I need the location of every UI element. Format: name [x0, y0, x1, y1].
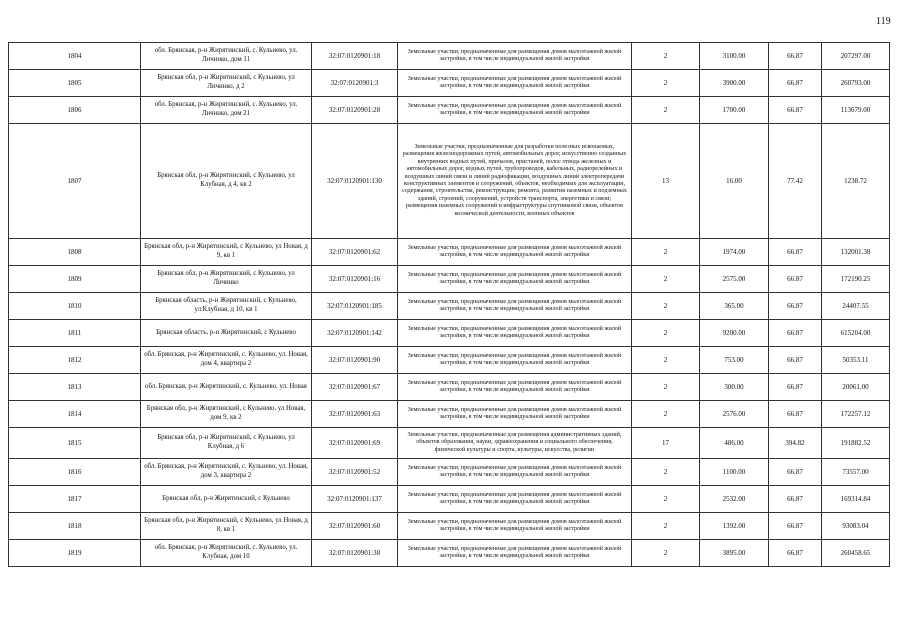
address-cell: Брянская обл, р-н Жирятинский, с Кульнево, ул Новая, д 8, кв 1 — [141, 513, 312, 540]
group-code-cell: 2 — [632, 266, 700, 293]
cadastral-number-cell: 32:07:0120901:52 — [312, 459, 398, 486]
address-cell: Брянская обл, р-н Жирятинский, с Кульнево, ул Личинко, д 2 — [141, 70, 312, 97]
group-code-cell: 2 — [632, 293, 700, 320]
group-code-cell: 2 — [632, 320, 700, 347]
area-cell: 3895.00 — [700, 540, 769, 567]
cadastral-value-cell: 93083.04 — [822, 513, 890, 540]
cadastral-number-cell: 32:07:0120901:28 — [312, 97, 398, 124]
table-row — [9, 486, 890, 513]
table-row — [9, 266, 890, 293]
area-cell: 365.00 — [700, 293, 769, 320]
group-code-cell: 2 — [632, 97, 700, 124]
cadastral-value-cell: 191882.52 — [822, 428, 890, 459]
table-row — [9, 239, 890, 266]
row-number-cell: 1806 — [9, 97, 141, 124]
table-row — [9, 97, 890, 124]
land-use-cell: Земельные участки, предназначенные для размещения домов малоэтажной жилой застройки, в том числе индивидуальной жилой застройки — [398, 347, 632, 374]
table-row — [9, 347, 890, 374]
cadastral-number-cell: 32:07:0120901:185 — [312, 293, 398, 320]
cadastral-value-cell: 260458.65 — [822, 540, 890, 567]
group-code-cell: 2 — [632, 486, 700, 513]
address-cell: обл. Брянская, р-н Жирятинский, с. Кульнево, ул. Личинко, дом 11 — [141, 43, 312, 70]
area-cell: 300.00 — [700, 374, 769, 401]
row-number-cell: 1816 — [9, 459, 141, 486]
cadastral-value-cell: 260793.00 — [822, 70, 890, 97]
specific-value-cell: 394.82 — [769, 428, 822, 459]
group-code-cell: 2 — [632, 347, 700, 374]
table-row — [9, 428, 890, 459]
land-use-cell: Земельные участки, предназначенные для размещения домов малоэтажной жилой застройки, в том числе индивидуальной жилой застройки — [398, 43, 632, 70]
row-number-cell: 1812 — [9, 347, 141, 374]
address-cell: обл. Брянская, р-н Жирятинский, с. Кульнево, ул. Новая, дом 4, квартира 2 — [141, 347, 312, 374]
specific-value-cell: 77.42 — [769, 124, 822, 239]
specific-value-cell: 66.87 — [769, 347, 822, 374]
address-cell: обл. Брянская, р-н Жирятинский, с. Кульнево, ул. Новая — [141, 374, 312, 401]
row-number-cell: 1810 — [9, 293, 141, 320]
specific-value-cell: 66.87 — [769, 374, 822, 401]
cadastral-value-cell: 172257.12 — [822, 401, 890, 428]
land-use-cell: Земельные участки, предназначенные для размещения домов малоэтажной жилой застройки, в том числе индивидуальной жилой застройки — [398, 459, 632, 486]
cadastral-value-cell: 50353.11 — [822, 347, 890, 374]
cadastral-value-cell: 169314.84 — [822, 486, 890, 513]
cadastral-value-cell: 1238.72 — [822, 124, 890, 239]
cadastral-value-cell: 24407.55 — [822, 293, 890, 320]
specific-value-cell: 66.87 — [769, 513, 822, 540]
cadastral-number-cell: 32:07:0120901:38 — [312, 540, 398, 567]
specific-value-cell: 66.87 — [769, 43, 822, 70]
cadastral-value-table — [8, 42, 890, 567]
area-cell: 9200.00 — [700, 320, 769, 347]
row-number-cell: 1808 — [9, 239, 141, 266]
address-cell: обл. Брянская, р-н Жирятинский, с. Кульнево, ул. Клубная, дом 10 — [141, 540, 312, 567]
cadastral-value-cell: 113679.00 — [822, 97, 890, 124]
area-cell: 3900.00 — [700, 70, 769, 97]
land-use-cell: Земельные участки, предназначенные для размещения домов малоэтажной жилой застройки, в том числе индивидуальной жилой застройки — [398, 266, 632, 293]
area-cell: 2575.00 — [700, 266, 769, 293]
table-row — [9, 43, 890, 70]
table-row — [9, 513, 890, 540]
group-code-cell: 2 — [632, 459, 700, 486]
land-use-cell: Земельные участки, предназначенные для размещения домов малоэтажной жилой застройки, в том числе индивидуальной жилой застройки — [398, 513, 632, 540]
row-number-cell: 1809 — [9, 266, 141, 293]
land-use-cell: Земельные участки, предназначенные для размещения домов малоэтажной жилой застройки, в том числе индивидуальной жилой застройки — [398, 320, 632, 347]
table-row — [9, 320, 890, 347]
specific-value-cell: 66.87 — [769, 70, 822, 97]
address-cell: обл. Брянская, р-н Жирятинский, с. Кульнево, ул. Новая, дом 3, квартира 2 — [141, 459, 312, 486]
row-number-cell: 1804 — [9, 43, 141, 70]
cadastral-number-cell: 32:07:0120901:130 — [312, 124, 398, 239]
table-body — [9, 43, 890, 567]
cadastral-number-cell: 32:07:0120901:63 — [312, 401, 398, 428]
cadastral-value-cell: 615204.00 — [822, 320, 890, 347]
address-cell: Брянская обл, р-н Жирятинский, с Кульнево, ул Новая, д 9, кв 1 — [141, 239, 312, 266]
group-code-cell: 13 — [632, 124, 700, 239]
specific-value-cell: 66.87 — [769, 459, 822, 486]
land-use-cell: Земельные участки, предназначенные для размещения домов малоэтажной жилой застройки, в том числе индивидуальной жилой застройки — [398, 540, 632, 567]
cadastral-number-cell: 32:07:0120901:62 — [312, 239, 398, 266]
cadastral-number-cell: 32:07:0120901:69 — [312, 428, 398, 459]
row-number-cell: 1815 — [9, 428, 141, 459]
specific-value-cell: 66.87 — [769, 266, 822, 293]
land-use-cell: Земельные участки, предназначенные для размещения домов малоэтажной жилой застройки, в том числе индивидуальной жилой застройки — [398, 97, 632, 124]
group-code-cell: 2 — [632, 540, 700, 567]
cadastral-number-cell: 32:07:0120901:18 — [312, 43, 398, 70]
area-cell: 486.00 — [700, 428, 769, 459]
table-row — [9, 401, 890, 428]
row-number-cell: 1805 — [9, 70, 141, 97]
cadastral-number-cell: 32:07:0120901:90 — [312, 347, 398, 374]
row-number-cell: 1813 — [9, 374, 141, 401]
area-cell: 2576.00 — [700, 401, 769, 428]
cadastral-value-cell: 20061.00 — [822, 374, 890, 401]
cadastral-number-cell: 32:07:0120901:3 — [312, 70, 398, 97]
land-use-cell: Земельные участки, предназначенные для разработки полезных ископаемых, размещения железнодорожных путей, автомобильных дорог, искусственно созданных внутренних водных путей, причалов, пристаней, полос отвода железных и автомобильных дорог, водных путей, трубопроводов, кабельных, радиорелейных и воздушных линий связи и линий радиофикации, воздушных линий электропередачи конструктивных элементов и сооружений, объектов, необходимых для эксплуатации, содержания, строительства, реконструкции, ремонта, развития наземных и подземных зданий, строений, сооружений, устройств транспорта, энергетики и связи; размещения наземных сооружений и инфраструктуры спутниковой связи, объектов космической деятельности, военных объектов — [398, 124, 632, 239]
row-number-cell: 1819 — [9, 540, 141, 567]
row-number-cell: 1814 — [9, 401, 141, 428]
cadastral-number-cell: 32:07:0120901:16 — [312, 266, 398, 293]
group-code-cell: 2 — [632, 374, 700, 401]
address-cell: Брянская область, р-н Жирятинский, с Кульнево, ул.Клубная, д 10, кв 1 — [141, 293, 312, 320]
group-code-cell: 2 — [632, 239, 700, 266]
address-cell: Брянская обл, р-н Жирятинский, с Кульнево, ул Новая, дом 9, кв 2 — [141, 401, 312, 428]
table-row — [9, 459, 890, 486]
cadastral-number-cell: 32:07:0120901:60 — [312, 513, 398, 540]
address-cell: Брянская обл, р-н Жирятинский, с Кульнево, ул Личинко — [141, 266, 312, 293]
row-number-cell: 1811 — [9, 320, 141, 347]
cadastral-value-cell: 132001.38 — [822, 239, 890, 266]
page-number: 119 — [876, 16, 891, 27]
group-code-cell: 2 — [632, 43, 700, 70]
cadastral-number-cell: 32:07:0120901:142 — [312, 320, 398, 347]
row-number-cell: 1807 — [9, 124, 141, 239]
address-cell: обл. Брянская, р-н Жирятинский, с. Кульнево, ул. Личинко, дом 21 — [141, 97, 312, 124]
cadastral-number-cell: 32:07:0120901:137 — [312, 486, 398, 513]
table-row — [9, 124, 890, 239]
table-row — [9, 70, 890, 97]
area-cell: 16.00 — [700, 124, 769, 239]
land-use-cell: Земельные участки, предназначенные для размещения административных зданий, объектов образования, науки, здравоохранения и социального обеспечения, физической культуры и спорта, культуры, искусства, религии — [398, 428, 632, 459]
area-cell: 3100.00 — [700, 43, 769, 70]
address-cell: Брянская обл, р-н Жирятинский, с Кульнево, ул Клубная, д 6 — [141, 428, 312, 459]
group-code-cell: 2 — [632, 401, 700, 428]
table-row — [9, 374, 890, 401]
cadastral-number-cell: 32:07:0120901:67 — [312, 374, 398, 401]
land-use-cell: Земельные участки, предназначенные для размещения домов малоэтажной жилой застройки, в том числе индивидуальной жилой застройки — [398, 401, 632, 428]
specific-value-cell: 66.87 — [769, 293, 822, 320]
table-row — [9, 540, 890, 567]
group-code-cell: 2 — [632, 70, 700, 97]
specific-value-cell: 66.87 — [769, 239, 822, 266]
specific-value-cell: 66.87 — [769, 401, 822, 428]
row-number-cell: 1817 — [9, 486, 141, 513]
specific-value-cell: 66.87 — [769, 486, 822, 513]
group-code-cell: 17 — [632, 428, 700, 459]
area-cell: 1392.00 — [700, 513, 769, 540]
specific-value-cell: 66.87 — [769, 540, 822, 567]
cadastral-value-cell: 172190.25 — [822, 266, 890, 293]
area-cell: 1100.00 — [700, 459, 769, 486]
land-use-cell: Земельные участки, предназначенные для размещения домов малоэтажной жилой застройки, в том числе индивидуальной жилой застройки — [398, 239, 632, 266]
land-use-cell: Земельные участки, предназначенные для размещения домов малоэтажной жилой застройки, в том числе индивидуальной жилой застройки — [398, 374, 632, 401]
area-cell: 1700.00 — [700, 97, 769, 124]
cadastral-value-cell: 207297.00 — [822, 43, 890, 70]
land-use-cell: Земельные участки, предназначенные для размещения домов малоэтажной жилой застройки, в том числе индивидуальной жилой застройки — [398, 70, 632, 97]
specific-value-cell: 66.87 — [769, 320, 822, 347]
row-number-cell: 1818 — [9, 513, 141, 540]
table-row — [9, 293, 890, 320]
address-cell: Брянская область, р-н Жирятинский, с Кульнево — [141, 320, 312, 347]
area-cell: 753.00 — [700, 347, 769, 374]
group-code-cell: 2 — [632, 513, 700, 540]
cadastral-value-cell: 73557.00 — [822, 459, 890, 486]
address-cell: Брянская обл, р-н Жирятинский, с Кульнево, ул Клубная, д 4, кв 2 — [141, 124, 312, 239]
address-cell: Брянская обл, р-н Жирятинский, с Кульнево — [141, 486, 312, 513]
area-cell: 2532.00 — [700, 486, 769, 513]
area-cell: 1974.00 — [700, 239, 769, 266]
land-use-cell: Земельные участки, предназначенные для размещения домов малоэтажной жилой застройки, в том числе индивидуальной жилой застройки — [398, 486, 632, 513]
specific-value-cell: 66.87 — [769, 97, 822, 124]
land-use-cell: Земельные участки, предназначенные для размещения домов малоэтажной жилой застройки, в том числе индивидуальной жилой застройки — [398, 293, 632, 320]
